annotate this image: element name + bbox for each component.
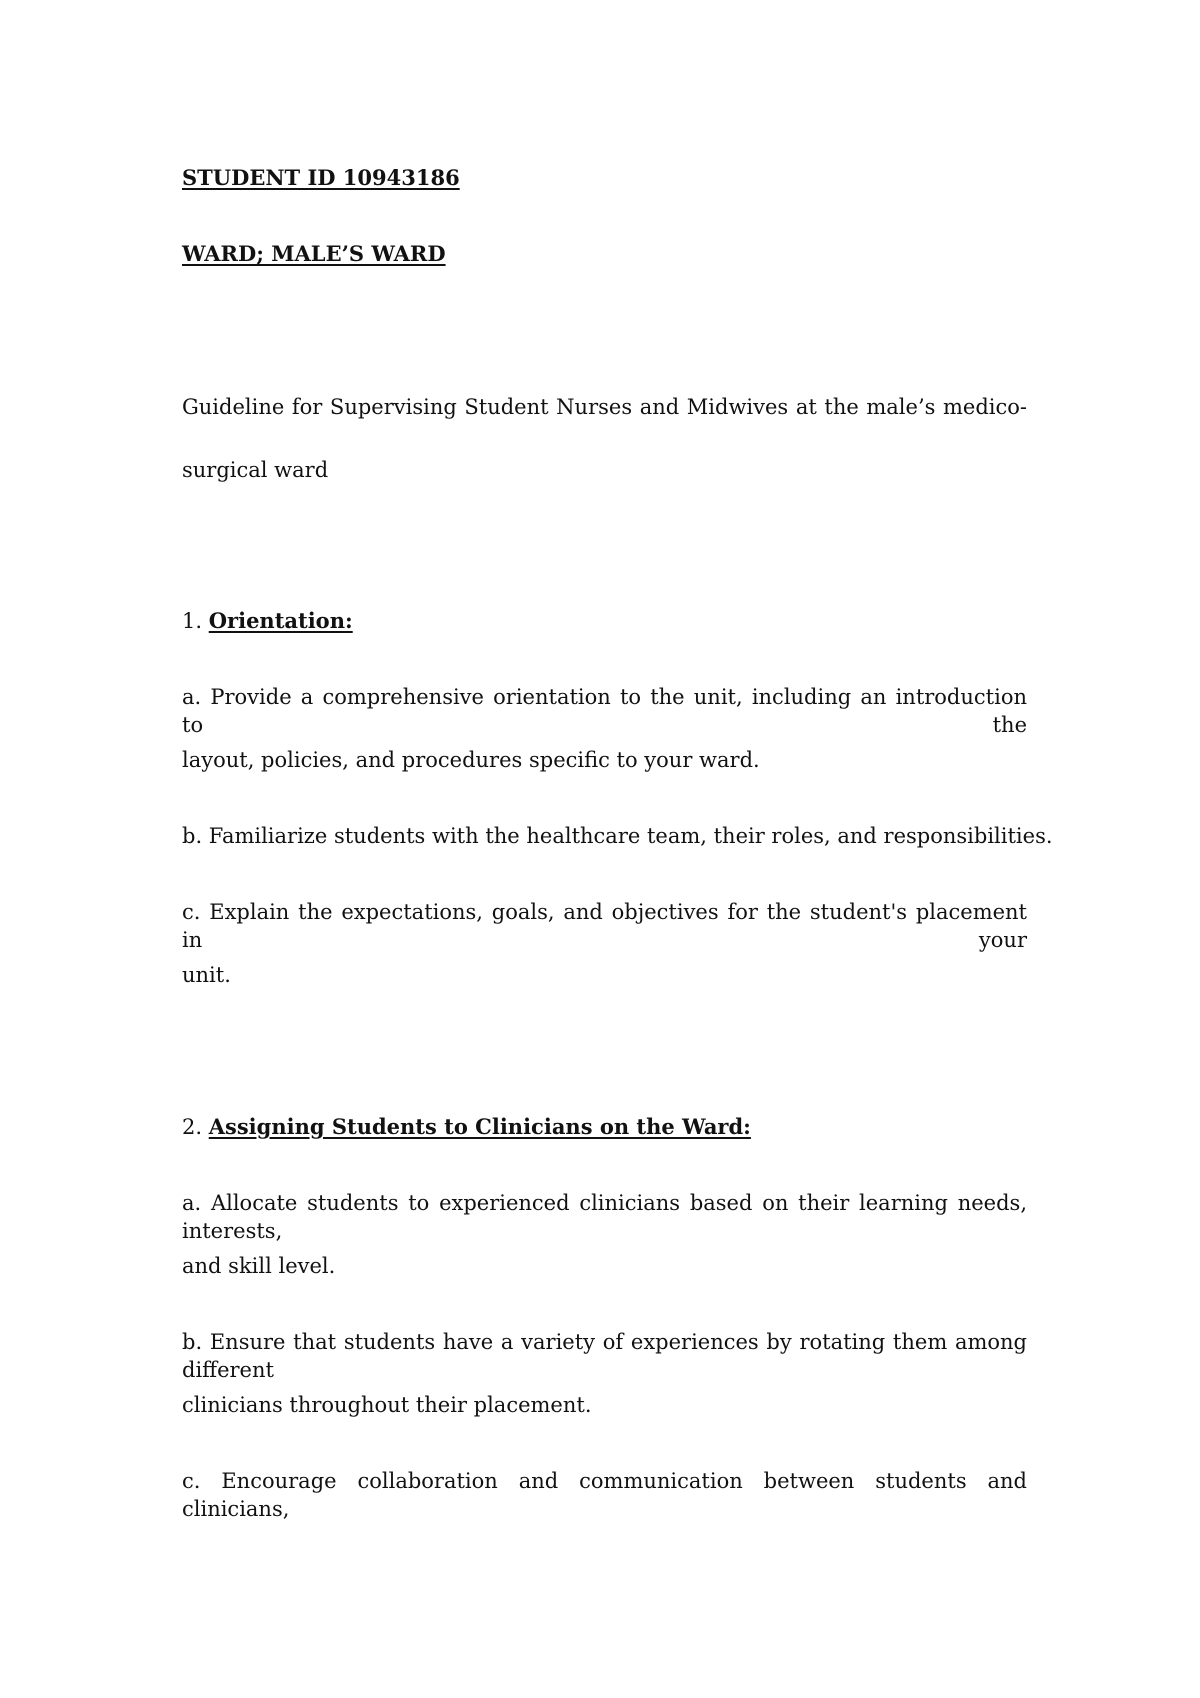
section-1-number: 1. <box>182 609 203 633</box>
section-1-item-c-line-1: c. Explain the expectations, goals, and objectives for the student's placement in your <box>182 900 1027 952</box>
section-2-title: Assigning Students to Clinicians on the Ward: <box>208 1114 751 1139</box>
student-id-heading: STUDENT ID 10943186 <box>182 165 460 190</box>
section-2-item-a-line-2: and skill level. <box>182 1254 336 1278</box>
section-2-number: 2. <box>182 1115 203 1139</box>
ward-heading: WARD; MALE’S WARD <box>182 241 446 266</box>
section-2-heading <box>182 1113 1027 1141</box>
section-2-item-c-line-1: c. Encourage collaboration and communication between students and clinicians, <box>182 1469 1027 1521</box>
section-2-item-b-line-1: b. Ensure that students have a variety of experiences by rotating them among different <box>182 1330 1027 1382</box>
section-1-heading <box>182 607 1027 635</box>
section-2-item-a-line-1: a. Allocate students to experienced clinicians based on their learning needs, interests, <box>182 1191 1027 1243</box>
section-2-item-b-line-2: clinicians throughout their placement. <box>182 1393 592 1417</box>
document-title-line-1: Guideline for Supervising Student Nurses and Midwives at the male’s medico- <box>182 395 1027 419</box>
section-1-title: Orientation: <box>208 608 353 633</box>
section-1-item-a-line-1: a. Provide a comprehensive orientation to the unit, including an introduction to the <box>182 685 1027 737</box>
document-title-line-2: surgical ward <box>182 458 329 482</box>
section-1-item-a-line-2: layout, policies, and procedures specific to your ward. <box>182 748 760 772</box>
section-1-item-c-line-2: unit. <box>182 963 231 987</box>
section-1-item-b-line-1: b. Familiarize students with the healthcare team, their roles, and responsibilities. <box>182 824 1053 848</box>
